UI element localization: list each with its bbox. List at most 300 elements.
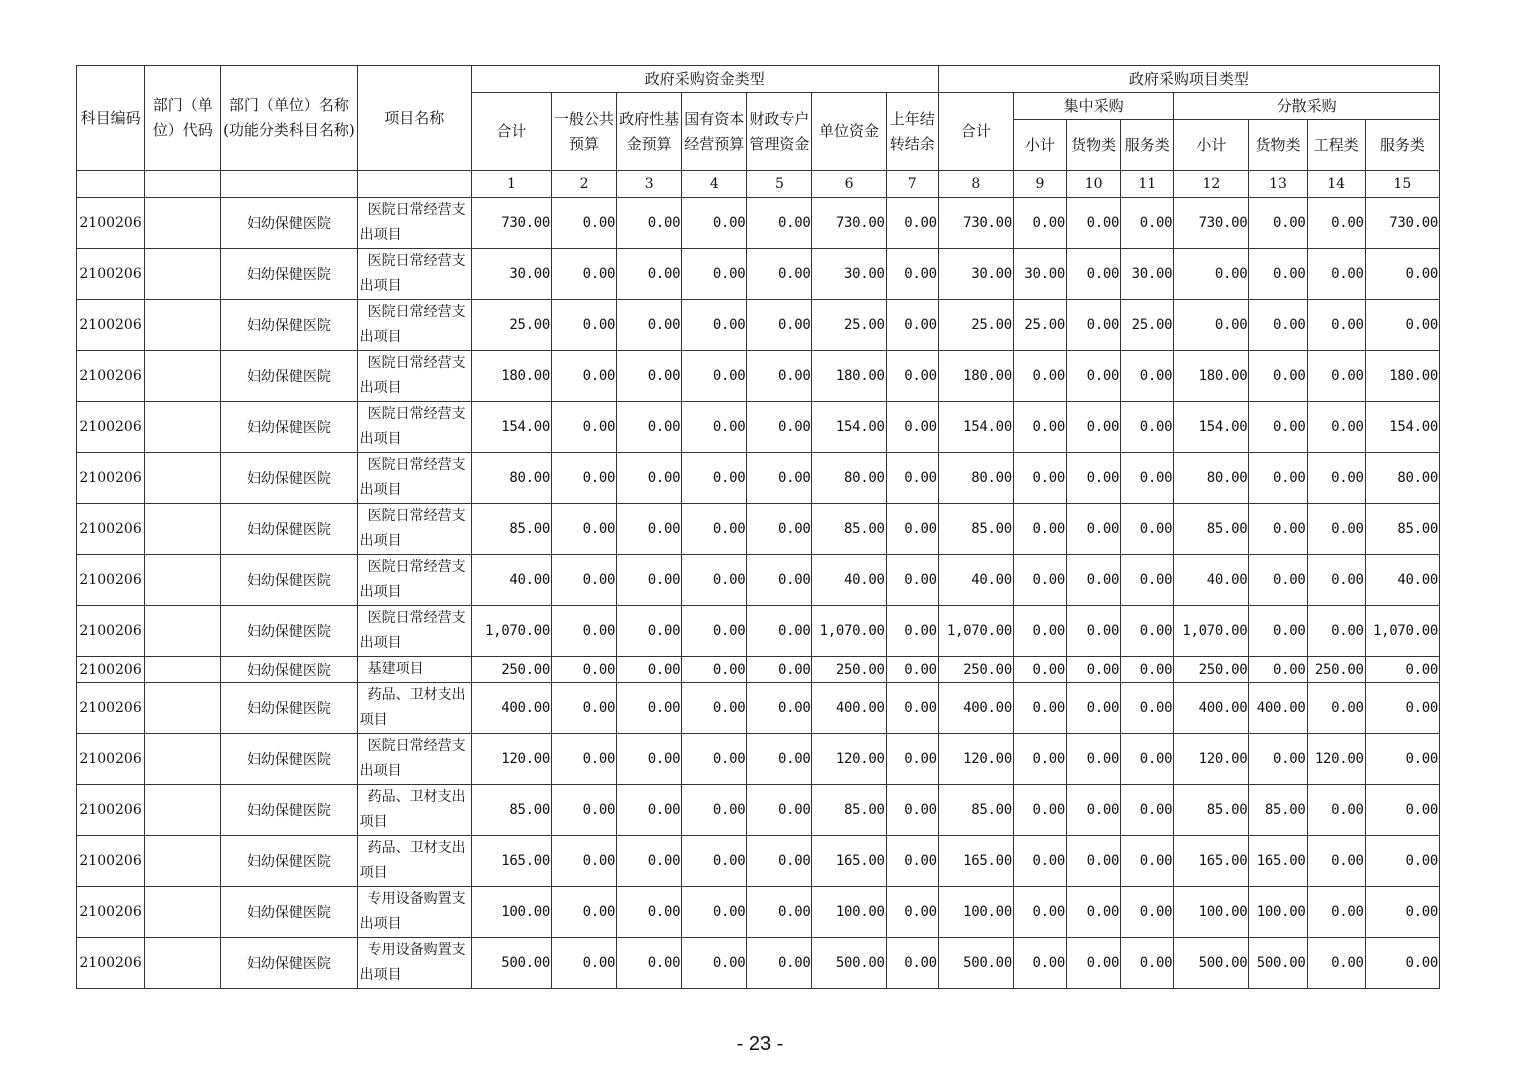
cell-value: 0.00 bbox=[551, 606, 616, 657]
cell-value: 250.00 bbox=[471, 657, 551, 683]
table-row bbox=[77, 785, 1440, 836]
table-body bbox=[77, 198, 1440, 989]
procurement-table bbox=[76, 65, 1440, 989]
cell-value: 0.00 bbox=[886, 657, 938, 683]
cell-value: 180.00 bbox=[938, 351, 1013, 402]
cell-value: 154.00 bbox=[1365, 402, 1439, 453]
cell-project: 医院日常经营支出项目 bbox=[357, 453, 471, 504]
cell-value: 0.00 bbox=[1067, 606, 1121, 657]
column-index: 5 bbox=[747, 171, 812, 198]
cell-value: 730.00 bbox=[812, 198, 886, 249]
cell-value: 40.00 bbox=[938, 555, 1013, 606]
cell-project: 医院日常经营支出项目 bbox=[357, 504, 471, 555]
cell-value: 1,070.00 bbox=[1174, 606, 1249, 657]
cell-dept-code bbox=[145, 887, 221, 938]
cell-value: 0.00 bbox=[747, 453, 812, 504]
cell-value: 0.00 bbox=[886, 249, 938, 300]
cell-value: 0.00 bbox=[1013, 887, 1066, 938]
cell-value: 0.00 bbox=[1307, 300, 1365, 351]
cell-value: 25.00 bbox=[1121, 300, 1174, 351]
cell-dept-code bbox=[145, 300, 221, 351]
cell-value: 165.00 bbox=[1174, 836, 1249, 887]
cell-value: 25.00 bbox=[938, 300, 1013, 351]
cell-unit: 妇幼保健医院 bbox=[221, 938, 357, 989]
index-blank bbox=[221, 171, 357, 198]
cell-value: 500.00 bbox=[471, 938, 551, 989]
cell-value: 0.00 bbox=[1307, 504, 1365, 555]
cell-value: 0.00 bbox=[617, 198, 682, 249]
cell-value: 730.00 bbox=[1174, 198, 1249, 249]
cell-value: 0.00 bbox=[1249, 198, 1307, 249]
cell-dept-code bbox=[145, 836, 221, 887]
cell-value: 0.00 bbox=[617, 657, 682, 683]
index-blank bbox=[357, 171, 471, 198]
cell-value: 1,070.00 bbox=[471, 606, 551, 657]
cell-unit: 妇幼保健医院 bbox=[221, 836, 357, 887]
cell-value: 0.00 bbox=[1249, 249, 1307, 300]
table-row bbox=[77, 555, 1440, 606]
cell-value: 0.00 bbox=[747, 683, 812, 734]
header-central-col: 货物类 bbox=[1067, 120, 1121, 171]
cell-value: 0.00 bbox=[1067, 453, 1121, 504]
cell-code: 2100206 bbox=[77, 657, 145, 683]
table-row bbox=[77, 504, 1440, 555]
column-index: 3 bbox=[617, 171, 682, 198]
cell-code: 2100206 bbox=[77, 555, 145, 606]
header-fund-col: 政府性基金预算 bbox=[617, 93, 682, 171]
cell-value: 0.00 bbox=[1121, 606, 1174, 657]
cell-value: 0.00 bbox=[1121, 555, 1174, 606]
cell-dept-code bbox=[145, 657, 221, 683]
cell-value: 0.00 bbox=[1067, 785, 1121, 836]
cell-value: 0.00 bbox=[747, 249, 812, 300]
cell-value: 100.00 bbox=[1249, 887, 1307, 938]
cell-value: 0.00 bbox=[1121, 785, 1174, 836]
cell-value: 0.00 bbox=[747, 785, 812, 836]
cell-value: 0.00 bbox=[1307, 249, 1365, 300]
cell-value: 0.00 bbox=[551, 198, 616, 249]
cell-dept-code bbox=[145, 606, 221, 657]
cell-value: 0.00 bbox=[886, 683, 938, 734]
cell-value: 0.00 bbox=[1307, 351, 1365, 402]
cell-value: 0.00 bbox=[617, 606, 682, 657]
cell-value: 0.00 bbox=[1307, 402, 1365, 453]
cell-value: 180.00 bbox=[1174, 351, 1249, 402]
cell-value: 0.00 bbox=[1067, 734, 1121, 785]
cell-value: 40.00 bbox=[1365, 555, 1439, 606]
cell-value: 400.00 bbox=[471, 683, 551, 734]
cell-value: 0.00 bbox=[551, 938, 616, 989]
cell-value: 0.00 bbox=[617, 734, 682, 785]
cell-value: 0.00 bbox=[1121, 453, 1174, 504]
table-row bbox=[77, 836, 1440, 887]
cell-value: 400.00 bbox=[1249, 683, 1307, 734]
cell-value: 0.00 bbox=[617, 555, 682, 606]
cell-value: 80.00 bbox=[938, 453, 1013, 504]
cell-value: 120.00 bbox=[1307, 734, 1365, 785]
cell-code: 2100206 bbox=[77, 887, 145, 938]
header-fund-col: 单位资金 bbox=[812, 93, 886, 171]
cell-value: 0.00 bbox=[1307, 785, 1365, 836]
cell-code: 2100206 bbox=[77, 785, 145, 836]
cell-project: 药品、卫材支出项目 bbox=[357, 836, 471, 887]
column-index: 13 bbox=[1249, 171, 1307, 198]
cell-value: 0.00 bbox=[886, 606, 938, 657]
cell-value: 40.00 bbox=[471, 555, 551, 606]
table-row bbox=[77, 657, 1440, 683]
cell-value: 0.00 bbox=[551, 785, 616, 836]
column-index: 15 bbox=[1365, 171, 1439, 198]
cell-code: 2100206 bbox=[77, 504, 145, 555]
cell-value: 0.00 bbox=[682, 402, 747, 453]
cell-value: 0.00 bbox=[1013, 734, 1066, 785]
cell-value: 0.00 bbox=[1013, 402, 1066, 453]
cell-unit: 妇幼保健医院 bbox=[221, 504, 357, 555]
cell-value: 0.00 bbox=[1121, 657, 1174, 683]
cell-value: 0.00 bbox=[617, 938, 682, 989]
cell-value: 0.00 bbox=[1365, 938, 1439, 989]
cell-value: 165.00 bbox=[471, 836, 551, 887]
cell-value: 25.00 bbox=[471, 300, 551, 351]
cell-value: 0.00 bbox=[1067, 555, 1121, 606]
cell-project: 药品、卫材支出项目 bbox=[357, 785, 471, 836]
cell-value: 0.00 bbox=[1365, 836, 1439, 887]
cell-value: 0.00 bbox=[747, 555, 812, 606]
cell-value: 30.00 bbox=[1121, 249, 1174, 300]
cell-value: 40.00 bbox=[1174, 555, 1249, 606]
cell-value: 120.00 bbox=[938, 734, 1013, 785]
cell-code: 2100206 bbox=[77, 683, 145, 734]
cell-value: 0.00 bbox=[551, 300, 616, 351]
column-index: 4 bbox=[682, 171, 747, 198]
cell-value: 500.00 bbox=[938, 938, 1013, 989]
cell-value: 0.00 bbox=[682, 683, 747, 734]
page-number: - 23 - bbox=[736, 1033, 784, 1055]
column-index: 2 bbox=[551, 171, 616, 198]
cell-value: 1,070.00 bbox=[812, 606, 886, 657]
column-index: 10 bbox=[1067, 171, 1121, 198]
cell-value: 0.00 bbox=[617, 453, 682, 504]
cell-code: 2100206 bbox=[77, 734, 145, 785]
cell-value: 0.00 bbox=[1307, 887, 1365, 938]
table-row bbox=[77, 351, 1440, 402]
cell-value: 0.00 bbox=[1067, 683, 1121, 734]
cell-dept-code bbox=[145, 785, 221, 836]
cell-value: 0.00 bbox=[886, 785, 938, 836]
cell-value: 0.00 bbox=[617, 683, 682, 734]
cell-value: 85.00 bbox=[1174, 504, 1249, 555]
header-dispersed-col: 小计 bbox=[1174, 120, 1249, 171]
cell-value: 40.00 bbox=[812, 555, 886, 606]
cell-value: 500.00 bbox=[1249, 938, 1307, 989]
cell-project: 医院日常经营支出项目 bbox=[357, 198, 471, 249]
header-dispersed-col: 服务类 bbox=[1365, 120, 1439, 171]
cell-code: 2100206 bbox=[77, 249, 145, 300]
cell-dept-code bbox=[145, 249, 221, 300]
cell-value: 120.00 bbox=[1174, 734, 1249, 785]
cell-value: 0.00 bbox=[747, 938, 812, 989]
cell-value: 0.00 bbox=[1013, 351, 1066, 402]
header-fund-col: 财政专户管理资金 bbox=[747, 93, 812, 171]
cell-value: 730.00 bbox=[1365, 198, 1439, 249]
column-index-row bbox=[77, 171, 1440, 198]
cell-value: 0.00 bbox=[1013, 785, 1066, 836]
cell-value: 85.00 bbox=[812, 785, 886, 836]
cell-value: 0.00 bbox=[1249, 734, 1307, 785]
cell-unit: 妇幼保健医院 bbox=[221, 657, 357, 683]
cell-unit: 妇幼保健医院 bbox=[221, 249, 357, 300]
cell-value: 85.00 bbox=[471, 785, 551, 836]
cell-value: 0.00 bbox=[1067, 504, 1121, 555]
cell-value: 0.00 bbox=[682, 198, 747, 249]
cell-value: 85.00 bbox=[1174, 785, 1249, 836]
cell-unit: 妇幼保健医院 bbox=[221, 351, 357, 402]
cell-value: 0.00 bbox=[617, 249, 682, 300]
cell-value: 0.00 bbox=[1067, 836, 1121, 887]
cell-value: 0.00 bbox=[886, 734, 938, 785]
cell-value: 0.00 bbox=[1067, 351, 1121, 402]
header-dept-code: 部门（单位）代码 bbox=[145, 66, 221, 171]
cell-value: 165.00 bbox=[938, 836, 1013, 887]
table-row bbox=[77, 249, 1440, 300]
table-row bbox=[77, 734, 1440, 785]
cell-value: 100.00 bbox=[471, 887, 551, 938]
table-row bbox=[77, 453, 1440, 504]
column-index: 11 bbox=[1121, 171, 1174, 198]
cell-value: 0.00 bbox=[551, 453, 616, 504]
cell-value: 0.00 bbox=[886, 887, 938, 938]
column-index: 6 bbox=[812, 171, 886, 198]
cell-value: 0.00 bbox=[551, 836, 616, 887]
cell-value: 0.00 bbox=[1307, 606, 1365, 657]
cell-value: 0.00 bbox=[1249, 504, 1307, 555]
cell-dept-code bbox=[145, 453, 221, 504]
cell-value: 30.00 bbox=[938, 249, 1013, 300]
cell-value: 0.00 bbox=[682, 938, 747, 989]
header-fund-col: 国有资本经营预算 bbox=[682, 93, 747, 171]
table-row bbox=[77, 300, 1440, 351]
table-row bbox=[77, 402, 1440, 453]
cell-value: 100.00 bbox=[812, 887, 886, 938]
cell-value: 0.00 bbox=[1121, 683, 1174, 734]
cell-value: 0.00 bbox=[551, 555, 616, 606]
header-dispersed-col: 工程类 bbox=[1307, 120, 1365, 171]
cell-value: 0.00 bbox=[682, 606, 747, 657]
cell-value: 0.00 bbox=[747, 351, 812, 402]
cell-value: 0.00 bbox=[551, 504, 616, 555]
cell-value: 0.00 bbox=[551, 657, 616, 683]
index-blank bbox=[77, 171, 145, 198]
cell-value: 0.00 bbox=[1174, 249, 1249, 300]
header-dispersed-col: 货物类 bbox=[1249, 120, 1307, 171]
column-index: 12 bbox=[1174, 171, 1249, 198]
cell-value: 0.00 bbox=[747, 734, 812, 785]
cell-value: 0.00 bbox=[682, 504, 747, 555]
cell-value: 400.00 bbox=[812, 683, 886, 734]
cell-unit: 妇幼保健医院 bbox=[221, 734, 357, 785]
cell-unit: 妇幼保健医院 bbox=[221, 453, 357, 504]
cell-value: 85.00 bbox=[938, 785, 1013, 836]
cell-value: 0.00 bbox=[617, 836, 682, 887]
cell-value: 0.00 bbox=[886, 198, 938, 249]
cell-value: 30.00 bbox=[1013, 249, 1066, 300]
cell-value: 120.00 bbox=[471, 734, 551, 785]
cell-value: 0.00 bbox=[551, 683, 616, 734]
cell-unit: 妇幼保健医院 bbox=[221, 555, 357, 606]
cell-value: 0.00 bbox=[1067, 938, 1121, 989]
cell-value: 154.00 bbox=[471, 402, 551, 453]
cell-value: 30.00 bbox=[812, 249, 886, 300]
cell-project: 医院日常经营支出项目 bbox=[357, 249, 471, 300]
cell-value: 0.00 bbox=[551, 249, 616, 300]
cell-value: 0.00 bbox=[682, 657, 747, 683]
cell-project: 医院日常经营支出项目 bbox=[357, 351, 471, 402]
cell-value: 0.00 bbox=[1365, 887, 1439, 938]
cell-value: 250.00 bbox=[938, 657, 1013, 683]
cell-value: 154.00 bbox=[812, 402, 886, 453]
cell-value: 0.00 bbox=[1121, 887, 1174, 938]
cell-value: 0.00 bbox=[1013, 683, 1066, 734]
table-row bbox=[77, 683, 1440, 734]
cell-value: 0.00 bbox=[1307, 453, 1365, 504]
cell-value: 0.00 bbox=[1365, 249, 1439, 300]
table-row bbox=[77, 198, 1440, 249]
cell-code: 2100206 bbox=[77, 402, 145, 453]
cell-value: 0.00 bbox=[886, 504, 938, 555]
cell-value: 0.00 bbox=[886, 555, 938, 606]
header-central-group: 集中采购 bbox=[1013, 93, 1173, 120]
cell-value: 154.00 bbox=[1174, 402, 1249, 453]
cell-value: 0.00 bbox=[1249, 657, 1307, 683]
cell-value: 0.00 bbox=[1121, 836, 1174, 887]
cell-value: 0.00 bbox=[617, 351, 682, 402]
cell-value: 0.00 bbox=[617, 504, 682, 555]
cell-value: 1,070.00 bbox=[1365, 606, 1439, 657]
cell-value: 250.00 bbox=[1174, 657, 1249, 683]
cell-code: 2100206 bbox=[77, 198, 145, 249]
cell-value: 165.00 bbox=[812, 836, 886, 887]
header-project-group: 政府采购项目类型 bbox=[938, 66, 1439, 93]
index-blank bbox=[145, 171, 221, 198]
column-index: 14 bbox=[1307, 171, 1365, 198]
cell-value: 0.00 bbox=[1365, 734, 1439, 785]
header-fund-group: 政府采购资金类型 bbox=[471, 66, 938, 93]
cell-dept-code bbox=[145, 734, 221, 785]
cell-value: 0.00 bbox=[682, 453, 747, 504]
cell-unit: 妇幼保健医院 bbox=[221, 785, 357, 836]
cell-value: 0.00 bbox=[886, 938, 938, 989]
cell-value: 0.00 bbox=[747, 836, 812, 887]
cell-project: 专用设备购置支出项目 bbox=[357, 938, 471, 989]
cell-value: 250.00 bbox=[812, 657, 886, 683]
cell-project: 基建项目 bbox=[357, 657, 471, 683]
cell-value: 0.00 bbox=[1013, 606, 1066, 657]
cell-value: 0.00 bbox=[1013, 198, 1066, 249]
cell-value: 0.00 bbox=[1307, 938, 1365, 989]
cell-value: 80.00 bbox=[812, 453, 886, 504]
cell-value: 0.00 bbox=[551, 734, 616, 785]
cell-value: 400.00 bbox=[938, 683, 1013, 734]
cell-value: 0.00 bbox=[682, 351, 747, 402]
cell-value: 0.00 bbox=[747, 657, 812, 683]
cell-value: 0.00 bbox=[1013, 657, 1066, 683]
cell-value: 85.00 bbox=[938, 504, 1013, 555]
cell-value: 0.00 bbox=[886, 453, 938, 504]
cell-value: 0.00 bbox=[551, 402, 616, 453]
cell-value: 0.00 bbox=[617, 785, 682, 836]
cell-value: 180.00 bbox=[1365, 351, 1439, 402]
cell-dept-code bbox=[145, 402, 221, 453]
cell-value: 730.00 bbox=[938, 198, 1013, 249]
cell-project: 医院日常经营支出项目 bbox=[357, 555, 471, 606]
cell-code: 2100206 bbox=[77, 351, 145, 402]
table-row bbox=[77, 606, 1440, 657]
cell-value: 0.00 bbox=[1249, 606, 1307, 657]
cell-value: 85.00 bbox=[1249, 785, 1307, 836]
cell-value: 0.00 bbox=[747, 300, 812, 351]
cell-value: 0.00 bbox=[1365, 657, 1439, 683]
cell-value: 25.00 bbox=[812, 300, 886, 351]
header-dept-name: 部门（单位）名称(功能分类科目名称) bbox=[221, 66, 357, 171]
cell-code: 2100206 bbox=[77, 836, 145, 887]
table-row bbox=[77, 938, 1440, 989]
cell-code: 2100206 bbox=[77, 938, 145, 989]
cell-project: 医院日常经营支出项目 bbox=[357, 734, 471, 785]
cell-value: 0.00 bbox=[1365, 785, 1439, 836]
cell-value: 0.00 bbox=[1121, 734, 1174, 785]
cell-value: 0.00 bbox=[682, 734, 747, 785]
cell-value: 0.00 bbox=[1249, 300, 1307, 351]
cell-value: 0.00 bbox=[1307, 198, 1365, 249]
cell-value: 0.00 bbox=[551, 351, 616, 402]
cell-value: 0.00 bbox=[1013, 555, 1066, 606]
cell-value: 0.00 bbox=[1121, 351, 1174, 402]
cell-value: 180.00 bbox=[812, 351, 886, 402]
cell-value: 730.00 bbox=[471, 198, 551, 249]
cell-value: 0.00 bbox=[886, 300, 938, 351]
column-index: 8 bbox=[938, 171, 1013, 198]
cell-dept-code bbox=[145, 938, 221, 989]
cell-value: 0.00 bbox=[886, 351, 938, 402]
cell-value: 0.00 bbox=[1067, 198, 1121, 249]
cell-value: 0.00 bbox=[1307, 836, 1365, 887]
cell-value: 100.00 bbox=[1174, 887, 1249, 938]
cell-value: 0.00 bbox=[1067, 249, 1121, 300]
column-index: 9 bbox=[1013, 171, 1066, 198]
cell-value: 120.00 bbox=[812, 734, 886, 785]
cell-value: 0.00 bbox=[1067, 657, 1121, 683]
cell-value: 0.00 bbox=[747, 198, 812, 249]
cell-value: 500.00 bbox=[812, 938, 886, 989]
cell-unit: 妇幼保健医院 bbox=[221, 887, 357, 938]
cell-value: 25.00 bbox=[1013, 300, 1066, 351]
cell-value: 0.00 bbox=[1013, 453, 1066, 504]
cell-value: 1,070.00 bbox=[938, 606, 1013, 657]
cell-dept-code bbox=[145, 504, 221, 555]
cell-value: 0.00 bbox=[1121, 198, 1174, 249]
cell-value: 80.00 bbox=[1365, 453, 1439, 504]
cell-dept-code bbox=[145, 198, 221, 249]
cell-value: 0.00 bbox=[1067, 887, 1121, 938]
header-dispersed-group: 分散采购 bbox=[1174, 93, 1440, 120]
cell-value: 80.00 bbox=[1174, 453, 1249, 504]
header-fund-col: 合计 bbox=[471, 93, 551, 171]
cell-value: 250.00 bbox=[1307, 657, 1365, 683]
cell-value: 0.00 bbox=[1174, 300, 1249, 351]
cell-value: 0.00 bbox=[1365, 300, 1439, 351]
cell-value: 0.00 bbox=[1121, 504, 1174, 555]
header-fund-col: 上年结转结余 bbox=[886, 93, 938, 171]
